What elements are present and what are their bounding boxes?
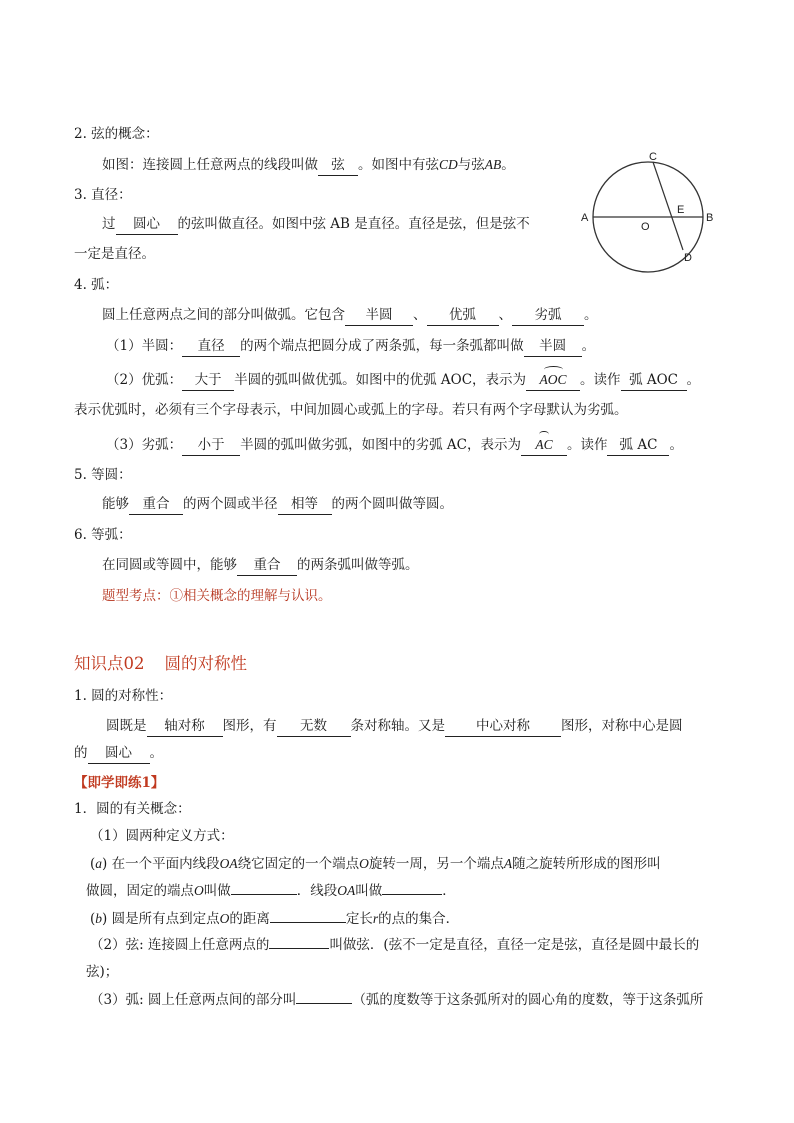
arc-type-blank-2: 优弧 bbox=[427, 305, 499, 326]
major-arc-blank-1: 大于 bbox=[182, 370, 234, 391]
symmetry-blank-2: 无数 bbox=[277, 716, 351, 737]
practice-def-title: （1）圆两种定义方式： bbox=[90, 828, 234, 844]
practice-heading: 【即学即练1】 bbox=[74, 775, 165, 791]
equal-circle-blank-1: 重合 bbox=[129, 494, 183, 515]
diameter-answer-blank: 圆心 bbox=[116, 214, 178, 235]
chord-answer-blank: 弦 bbox=[318, 155, 358, 176]
section-5-heading: 5. 等圆： bbox=[74, 467, 132, 483]
minor-arc-notation: AC bbox=[535, 435, 552, 455]
practice-def-a: (a) 在一个平面内线段OA绕它固定的一个端点O旋转一周，另一个端点A随之旋转所形成的图形叫 bbox=[90, 856, 661, 872]
semicircle-definition: （1）半圆： 直径 的两个端点把圆分成了两条弧，每一条弧都叫做 半圆 。 bbox=[106, 336, 595, 357]
label-d: D bbox=[684, 252, 692, 264]
symmetry-blank-3: 中心对称 bbox=[445, 716, 561, 737]
major-arc-notation-blank bbox=[526, 370, 580, 391]
minor-arc-definition: （3）劣弧： 小于 半圆的弧叫做劣弧，如图中的劣弧 AC，表示为 AC 。读作 弧 AC 。 bbox=[106, 435, 683, 456]
practice-blank-distance[interactable] bbox=[270, 922, 346, 923]
circle-figure bbox=[578, 150, 718, 280]
label-b: B bbox=[706, 212, 714, 224]
exam-point: 题型考点：①相关概念的理解与认识。 bbox=[102, 588, 332, 604]
diameter-definition: 过 圆心 的弦叫做直径。如图中弦 AB 是直径。直径是弦，但是弦不 bbox=[102, 214, 530, 235]
label-c: C bbox=[649, 151, 657, 163]
label-a: A bbox=[581, 212, 589, 224]
section-02-label: 知识点02 bbox=[74, 654, 145, 673]
section-4-heading: 4. 弧： bbox=[74, 277, 119, 293]
equal-arc-definition: 在同圆或等圆中，能够 重合 的两条弧叫做等弧。 bbox=[102, 555, 419, 576]
major-arc-notation: AOC bbox=[540, 370, 567, 390]
practice-blank-chord[interactable] bbox=[269, 948, 329, 949]
chord-definition: 如图：连接圆上任意两点的线段叫做 弦 。如图中有弦CD与弦AB。 bbox=[102, 155, 515, 176]
label-o: O bbox=[641, 221, 650, 233]
major-arc-note: 表示优弧时，必须有三个字母表示，中间加圆心或弧上的字母。若只有两个字母默认为劣弧。 bbox=[74, 402, 628, 418]
minor-arc-reading-blank: 弧 AC bbox=[607, 435, 669, 456]
section-02-header bbox=[74, 650, 247, 674]
practice-blank-center[interactable] bbox=[231, 894, 297, 895]
section-6-heading: 6. 等弧： bbox=[74, 527, 132, 543]
arc-type-blank-3: 劣弧 bbox=[512, 305, 584, 326]
practice-arc: （3）弧: 圆上任意两点间的部分叫 （弧的度数等于这条弧所对的圆心角的度数，等于这条弧所 bbox=[90, 992, 704, 1008]
semicircle-blank-2: 半圆 bbox=[524, 336, 582, 357]
practice-def-b: (b) 圆是所有点到定点O的距离 定长r的点的集合． bbox=[90, 911, 460, 927]
symmetry-text-line2: 的 圆心 。 bbox=[74, 743, 163, 764]
semicircle-blank-1: 直径 bbox=[182, 336, 240, 357]
practice-def-a-line2: 做圆，固定的端点O叫做 ．线段OA叫做 ． bbox=[86, 883, 456, 899]
label-e: E bbox=[677, 204, 685, 216]
equal-circle-definition: 能够 重合 的两个圆或半径 相等 的两个圆叫做等圆。 bbox=[102, 494, 453, 515]
section-2-heading: 2. 弦的概念： bbox=[74, 126, 159, 142]
practice-chord: （2）弦: 连接圆上任意两点的 叫做弦．(弦不一定是直径，直径一定是弦，直径是圆中最长的 bbox=[90, 937, 700, 953]
diameter-definition-line2: 一定是直径。 bbox=[74, 246, 155, 262]
symmetry-blank-4: 圆心 bbox=[88, 743, 150, 764]
section-02-title: 圆的对称性 bbox=[164, 654, 247, 673]
symmetry-blank-1: 轴对称 bbox=[147, 716, 223, 737]
symmetry-heading: 1. 圆的对称性： bbox=[74, 688, 173, 704]
equal-arc-blank: 重合 bbox=[237, 555, 297, 576]
section-3-heading: 3. 直径： bbox=[74, 187, 132, 203]
minor-arc-blank-1: 小于 bbox=[182, 435, 240, 456]
arc-type-blank-1: 半圆 bbox=[345, 305, 413, 326]
major-arc-definition: （2）优弧： 大于 半圆的弧叫做优弧。如图中的优弧 AOC，表示为 AOC 。读作 弧 AOC 。 bbox=[106, 370, 700, 391]
practice-blank-radius[interactable] bbox=[382, 894, 442, 895]
arc-definition: 圆上任意两点之间的部分叫做弧。它包含 半圆 、 优弧 、 劣弧 。 bbox=[102, 305, 598, 326]
major-arc-reading-blank: 弧 AOC bbox=[621, 370, 687, 391]
practice-chord-line2: 弦)； bbox=[86, 964, 119, 980]
practice-blank-arc[interactable] bbox=[296, 1003, 352, 1004]
symmetry-text: 圆既是 轴对称 图形，有 无数 条对称轴。又是 中心对称 图形，对称中心是圆 bbox=[106, 716, 683, 737]
practice-question-1: 1．圆的有关概念： bbox=[74, 801, 191, 817]
minor-arc-notation-blank bbox=[521, 435, 567, 456]
equal-circle-blank-2: 相等 bbox=[278, 494, 332, 515]
